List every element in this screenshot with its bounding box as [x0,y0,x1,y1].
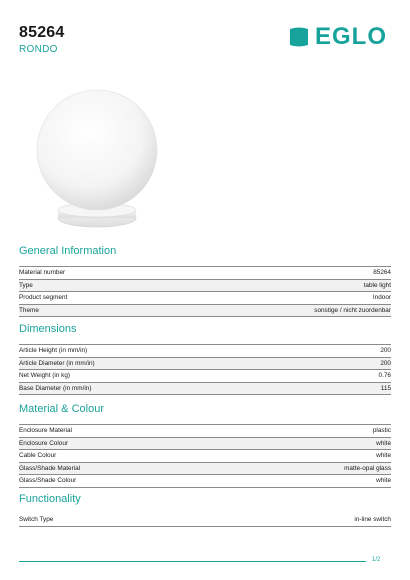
section-title: Dimensions [19,323,77,335]
section-material-colour [19,403,391,488]
row-value: 0.76 [378,372,391,379]
footer-divider [19,561,366,562]
row-value: sonstige / nicht zuordenbar [314,306,391,314]
row-label: Material number [19,269,66,276]
row-label: Base Diameter (in mm/in) [19,384,92,392]
section-dimensions [19,323,391,395]
row-value: white [376,452,391,459]
page-number: 1/2 [372,557,381,563]
table-row [19,304,391,318]
table-row [19,382,391,396]
table-row [19,369,391,382]
row-value: 200 [380,359,391,367]
logo-text: EGLO [315,23,388,50]
table-row [19,462,391,475]
spec-table [19,514,391,527]
section-functionality [19,493,391,527]
product-name: RONDO [19,44,58,55]
section-general-information [19,245,391,317]
table-row [19,449,391,462]
section-title: Functionality [19,493,81,505]
row-label: Switch Type [19,516,54,523]
eglo-logo-mark-icon [288,26,310,48]
table-row [19,266,391,279]
spec-table [19,344,391,395]
article-number: 85264 [19,24,65,41]
spec-table [19,424,391,488]
row-value: 115 [380,384,391,392]
row-label: Enclosure Material [19,427,72,434]
eglo-logo [288,23,388,50]
table-row [19,357,391,370]
row-label: Enclosure Colour [19,439,69,447]
row-label: Article Diameter (in mm/in) [19,359,95,367]
table-row [19,291,391,304]
table-row [19,474,391,488]
row-value: plastic [372,427,391,434]
row-value: in-line switch [354,516,391,523]
document-header [19,24,65,55]
row-value: Indoor [372,294,391,301]
row-label: Product segment [19,294,68,301]
row-label: Type [19,281,33,289]
row-value: white [376,477,391,484]
table-row [19,344,391,357]
row-label: Net Weight (in kg) [19,372,71,379]
row-value: 200 [380,347,391,354]
row-label: Cable Colour [19,452,57,459]
row-label: Article Height (in mm/in) [19,347,88,354]
row-label: Glass/Shade Colour [19,477,77,484]
row-value: white [376,439,391,447]
row-label: Glass/Shade Material [19,464,81,472]
section-title: Material & Colour [19,403,104,415]
table-row [19,514,391,527]
row-value: 85264 [373,269,391,276]
row-value: table light [363,281,391,289]
table-row [19,424,391,437]
spec-table [19,266,391,317]
row-label: Theme [19,306,39,314]
row-value: matte-opal glass [344,464,391,472]
section-title: General Information [19,245,117,257]
table-row [19,279,391,292]
product-image-globe-lamp [28,84,166,234]
table-row [19,437,391,450]
